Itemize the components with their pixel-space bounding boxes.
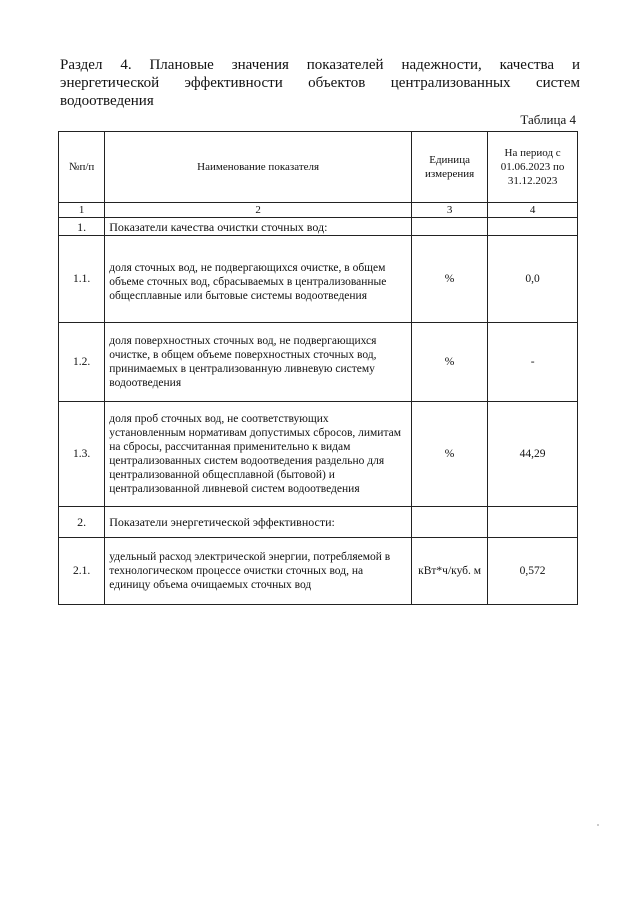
row-number: 1.2. (59, 323, 105, 402)
table-row (59, 402, 578, 507)
row-indicator-name (105, 538, 412, 605)
row-indicator-name (105, 402, 412, 507)
row-value: 0,0 (488, 236, 578, 323)
row-value: 0,572 (488, 538, 578, 605)
row-unit: кВт*ч/куб. м (411, 538, 487, 605)
row-unit: % (411, 323, 487, 402)
column-numbers-row (59, 203, 578, 218)
table-row (59, 538, 578, 605)
row-value (488, 507, 578, 538)
table-row (59, 218, 578, 236)
row-unit: % (411, 402, 487, 507)
row-indicator-text: доля сточных вод, не подвергающихся очистке, в общем объеме сточных вод, сбрасываемых в централизованные общесплавные или бытовые системы водоотведения (109, 262, 387, 302)
row-number: 2. (59, 507, 105, 538)
header-number: №п/п (59, 132, 105, 203)
row-value (488, 218, 578, 236)
column-number: 1 (59, 203, 105, 218)
row-indicator-name (105, 236, 412, 323)
row-unit (411, 507, 487, 538)
section-heading (60, 56, 580, 110)
table-row (59, 236, 578, 323)
section-heading-line: Раздел 4. Плановые значения показателей надежности, качества и (60, 57, 580, 73)
table-row (59, 323, 578, 402)
row-number: 1.3. (59, 402, 105, 507)
table-row (59, 507, 578, 538)
table-caption: Таблица 4 (520, 112, 576, 127)
row-number: 1. (59, 218, 105, 236)
column-number: 4 (488, 203, 578, 218)
header-indicator-name: Наименование показателя (105, 132, 412, 203)
row-value: - (488, 323, 578, 402)
table-header-row (59, 132, 578, 203)
row-number: 1.1. (59, 236, 105, 323)
header-unit: Единица измерения (411, 132, 487, 203)
header-period: На период с 01.06.2023 по 31.12.2023 (488, 132, 578, 203)
row-indicator-text: доля поверхностных сточных вод, не подвергающихся очистке, в общем объеме поверхностных сточных вод, принимаемых в централизованную ливневую систему водоотведения (109, 335, 377, 389)
section-heading-line: водоотведения (60, 93, 154, 109)
row-indicator-name: Показатели качества очистки сточных вод: (105, 218, 412, 236)
section-heading-line: энергетической эффективности объектов централизованных систем (60, 75, 580, 91)
indicators-table (58, 131, 578, 605)
row-unit (411, 218, 487, 236)
row-indicator-name: Показатели энергетической эффективности: (105, 507, 412, 538)
scan-speck (597, 824, 599, 826)
row-value: 44,29 (488, 402, 578, 507)
row-indicator-name (105, 323, 412, 402)
column-number: 2 (105, 203, 412, 218)
row-indicator-text: доля проб сточных вод, не соответствующих установленным нормативам допустимых сбросов, лимитам на сбросы, рассчитанная применительно к видам централизованных систем водоотведения раздельно для централизованной общесплавной (бытовой) и централизованной ливневой систем водоотведения (109, 413, 402, 495)
row-number: 2.1. (59, 538, 105, 605)
row-unit: % (411, 236, 487, 323)
column-number: 3 (411, 203, 487, 218)
row-indicator-text: удельный расход электрической энергии, потребляемой в технологическом процессе очистки сточных вод, на единицу объема очищаемых сточных вод (109, 551, 391, 591)
